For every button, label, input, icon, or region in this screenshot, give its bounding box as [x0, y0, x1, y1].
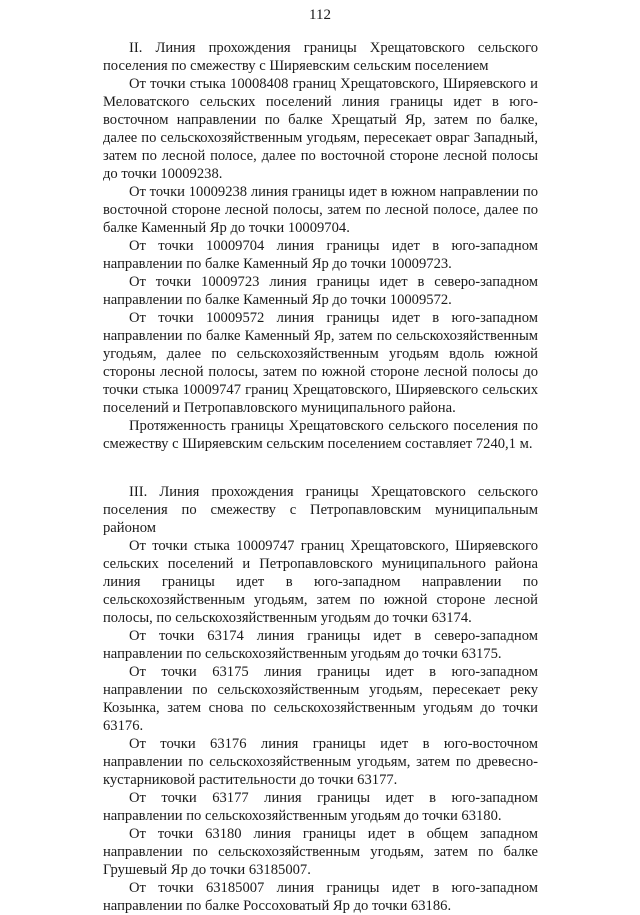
section-3-paragraph: От точки 63174 линия границы идет в северо-западном направлении по сельскохозяйственным угодьям до точки 63175. — [103, 628, 538, 662]
document-body — [103, 39, 538, 915]
section-2-length-statement: Протяженность границы Хрещатовского сельского поселения по смежеству с Ширяевским сельским поселением составляет 7240,1 м. — [103, 418, 538, 452]
section-3-paragraph: От точки 63175 линия границы идет в юго-западном направлении по сельскохозяйственным угодьям, пересекает реку Козынка, затем снова по сельскохозяйственным угодьям до точки 63176. — [103, 664, 538, 734]
section-3-paragraph: От точки стыка 10009747 границ Хрещатовского, Ширяевского сельских поселений и Петропавловского муниципального района линия границы идет в юго-западном направлении по сельскохозяйственным угодьям, затем по южной стороне лесной полосы, по сельскохозяйственным угодьям до точки 63174. — [103, 538, 538, 626]
section-3-paragraph: От точки 63180 линия границы идет в общем западном направлении по сельскохозяйственным угодьям, затем по балке Грушевый Яр до точки 63185007. — [103, 826, 538, 878]
section-2-paragraph: От точки 10009238 линия границы идет в южном направлении по восточной стороне лесной полосы, затем по лесной полосе, далее по балке Каменный Яр до точки 10009704. — [103, 184, 538, 236]
section-2-paragraph: От точки стыка 10008408 границ Хрещатовского, Ширяевского и Меловатского сельских поселений линия границы идет в юго-восточном направлении по балке Хрещатый Яр, затем по балке, далее по сельскохозяйственным угодьям, пересекает овраг Западный, затем по лесной полосе, далее по восточной стороне лесной полосы до точки 10009238. — [103, 76, 538, 182]
section-2-paragraph: От точки 10009572 линия границы идет в юго-западном направлении по балке Каменный Яр, затем по сельскохозяйственным угодьям, далее по сельскохозяйственным угодьям вдоль южной стороны лесной полосы, затем по южной стороне лесной полосы до точки стыка 10009747 границ Хрещатовского, Ширяевского сельских поселений и Петропавловского муниципального района. — [103, 310, 538, 416]
section-3-paragraph: От точки 63177 линия границы идет в юго-западном направлении по сельскохозяйственным угодьям до точки 63180. — [103, 790, 538, 824]
section-3-heading: III. Линия прохождения границы Хрещатовского сельского поселения по смежеству с Петропавловским муниципальным районом — [103, 484, 538, 536]
section-2-paragraph: От точки 10009723 линия границы идет в северо-западном направлении по балке Каменный Яр до точки 10009572. — [103, 274, 538, 308]
section-3-paragraph: От точки 63176 линия границы идет в юго-восточном направлении по сельскохозяйственным угодьям, затем по древесно-кустарниковой растительности до точки 63177. — [103, 736, 538, 788]
section-3-paragraph: От точки 63185007 линия границы идет в юго-западном направлении по балке Россоховатый Яр до точки 63186. — [103, 880, 538, 914]
section-2-paragraph: От точки 10009704 линия границы идет в юго-западном направлении по балке Каменный Яр до точки 10009723. — [103, 238, 538, 272]
page-number: 112 — [309, 7, 331, 23]
section-2-heading: II. Линия прохождения границы Хрещатовского сельского поселения по смежеству с Ширяевским сельским поселением — [103, 40, 538, 74]
